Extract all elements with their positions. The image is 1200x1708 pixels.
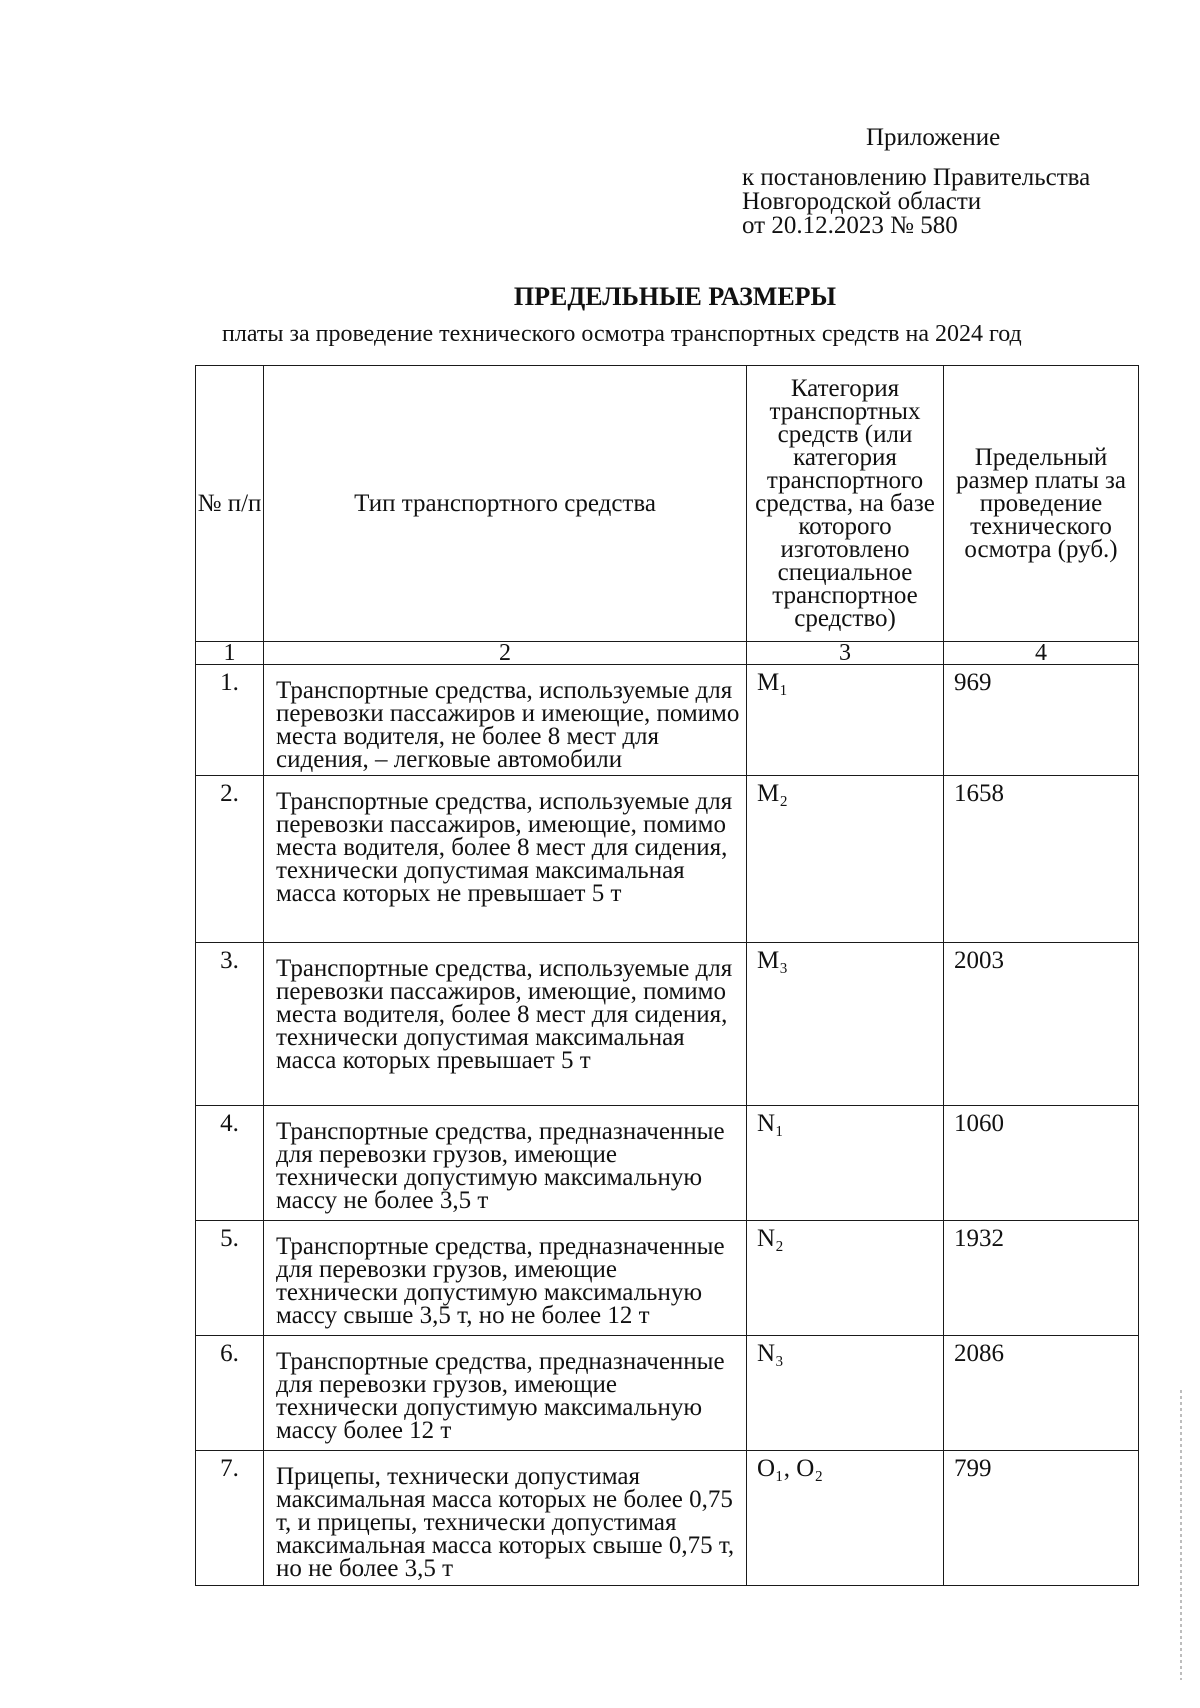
vehicle-type: Транспортные средства, предназначенные для перевозки грузов, имеющие технически допустимую максимальную массу не более 3,5 т bbox=[264, 1106, 747, 1221]
column-number: 4 bbox=[944, 642, 1139, 665]
row-number: 3. bbox=[196, 943, 264, 1106]
document-title: ПРЕДЕЛЬНЫЕ РАЗМЕРЫ bbox=[513, 282, 837, 311]
appendix-heading: Приложение bbox=[866, 124, 1001, 151]
scan-edge-artifact bbox=[1180, 1390, 1182, 1680]
header-vehicle-type: Тип транспортного средства bbox=[264, 366, 747, 642]
document-subtitle: платы за проведение технического осмотра транспортных средств на 2024 год bbox=[222, 321, 1022, 347]
appendix-line-1: к постановлению Правительства bbox=[742, 164, 1091, 191]
row-number: 2. bbox=[196, 776, 264, 943]
row-number: 7. bbox=[196, 1451, 264, 1586]
column-number: 3 bbox=[747, 642, 944, 665]
appendix-line-2: Новгородской области bbox=[742, 188, 982, 215]
fee-value: 969 bbox=[944, 665, 1139, 776]
vehicle-type: Транспортные средства, используемые для перевозки пассажиров и имеющие, помимо места водителя, не более 8 мест для сидения, – легковые автомобили bbox=[264, 665, 747, 776]
fee-value: 2003 bbox=[944, 943, 1139, 1106]
column-number: 1 bbox=[196, 642, 264, 665]
fees-table bbox=[195, 365, 1139, 1586]
table-row bbox=[196, 943, 1139, 1106]
vehicle-category: N₂ bbox=[747, 1221, 944, 1336]
vehicle-type: Транспортные средства, предназначенные для перевозки грузов, имеющие технически допустимую максимальную массу более 12 т bbox=[264, 1336, 747, 1451]
fee-value: 799 bbox=[944, 1451, 1139, 1586]
fee-value: 2086 bbox=[944, 1336, 1139, 1451]
table-row bbox=[196, 665, 1139, 776]
appendix-line-3: от 20.12.2023 № 580 bbox=[742, 212, 958, 239]
header-number: № п/п bbox=[196, 366, 264, 642]
fee-value: 1658 bbox=[944, 776, 1139, 943]
table-row bbox=[196, 776, 1139, 943]
vehicle-category: N₁ bbox=[747, 1106, 944, 1221]
vehicle-type: Транспортные средства, используемые для перевозки пассажиров, имеющие, помимо места водителя, более 8 мест для сидения, технически допустимая максимальная масса которых не превышает 5 т bbox=[264, 776, 747, 943]
vehicle-category: M₃ bbox=[747, 943, 944, 1106]
vehicle-type: Прицепы, технически допустимая максимальная масса которых не более 0,75 т, и прицепы, технически допустимая максимальная масса которых свыше 0,75 т, но не более 3,5 т bbox=[264, 1451, 747, 1586]
table-row bbox=[196, 1106, 1139, 1221]
vehicle-type: Транспортные средства, предназначенные для перевозки грузов, имеющие технически допустимую максимальную массу свыше 3,5 т, но не более 12 т bbox=[264, 1221, 747, 1336]
vehicle-category: M₂ bbox=[747, 776, 944, 943]
vehicle-type: Транспортные средства, используемые для перевозки пассажиров, имеющие, помимо места водителя, более 8 мест для сидения, технически допустимая максимальная масса которых превышает 5 т bbox=[264, 943, 747, 1106]
header-category: Категория транспортных средств (или категория транспортного средства, на базе которого изготовлено специальное транспортное средство) bbox=[747, 366, 944, 642]
header-row bbox=[196, 366, 1139, 642]
table-row bbox=[196, 1451, 1139, 1586]
row-number: 6. bbox=[196, 1336, 264, 1451]
column-number: 2 bbox=[264, 642, 747, 665]
table-row bbox=[196, 1336, 1139, 1451]
table-row bbox=[196, 1221, 1139, 1336]
row-number: 1. bbox=[196, 665, 264, 776]
row-number: 5. bbox=[196, 1221, 264, 1336]
row-number: 4. bbox=[196, 1106, 264, 1221]
vehicle-category: N₃ bbox=[747, 1336, 944, 1451]
vehicle-category: M₁ bbox=[747, 665, 944, 776]
vehicle-category: O₁, O₂ bbox=[747, 1451, 944, 1586]
header-fee: Предельный размер платы за проведение технического осмотра (руб.) bbox=[944, 366, 1139, 642]
fee-value: 1060 bbox=[944, 1106, 1139, 1221]
fee-value: 1932 bbox=[944, 1221, 1139, 1336]
column-number-row bbox=[196, 642, 1139, 665]
appendix-block bbox=[742, 126, 1090, 238]
